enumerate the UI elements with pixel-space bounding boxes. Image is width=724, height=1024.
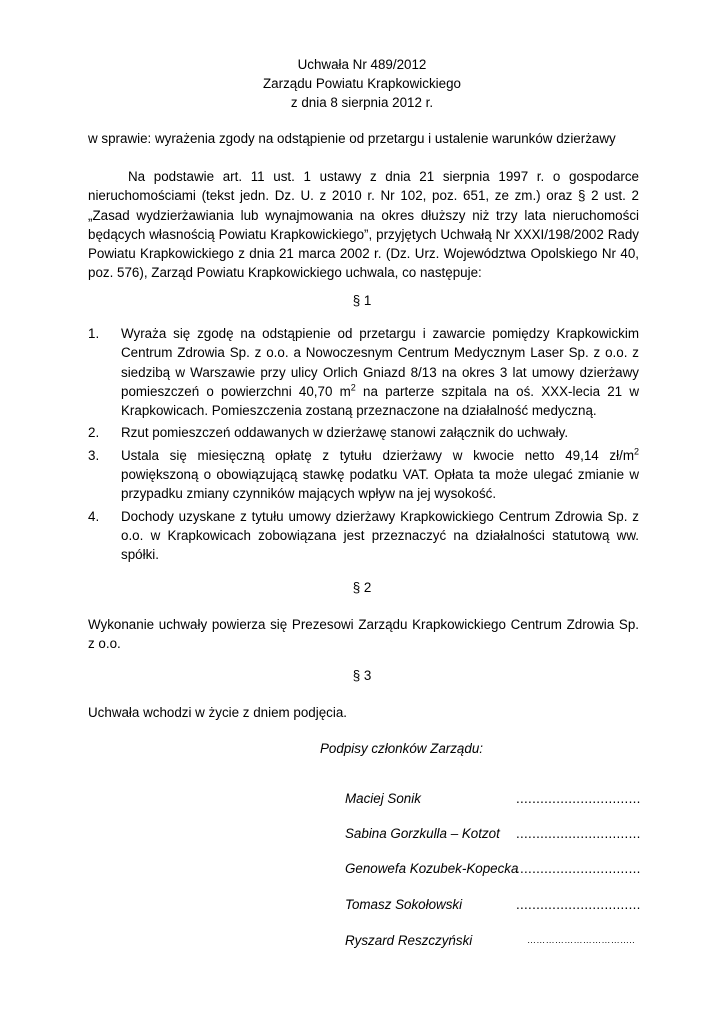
list-item-number: 4. [88, 508, 100, 524]
list-item-4 [88, 507, 639, 565]
signature-row [345, 859, 645, 879]
list-item-3 [88, 446, 639, 504]
signature-line: …………………………….. [527, 935, 635, 945]
signatory-name: Sabina Gorzkulla – Kotzot [345, 826, 500, 841]
intro-paragraph [88, 167, 639, 283]
signature-row [345, 931, 645, 951]
list-item-1 [88, 324, 639, 420]
intro-text: Na podstawie art. 11 ust. 1 ustawy z dnia 21 sierpnia 1997 r. o gospodarce nieruchomościami (tekst jedn. Dz. U. z 2010 r. Nr 102, poz. 651, ze zm.) oraz § 2 ust. 2 „Zasad wydzierżawiania lub wynajmowania na okres dłuższy niż trzy lata nieruchomości będących własnością Powiatu Krapkowickiego”, przyjętych Uchwałą Nr XXXI/198/2002 Rady Powiatu Krapkowickiego z dnia 21 marca 2002 r. (Dz. Urz. Województwa Opolskiego Nr 40, poz. 576), Zarząd Powiatu Krapkowickiego uchwala, co następuje: [88, 169, 639, 281]
issuing-body: Zarządu Powiatu Krapkowickiego [263, 76, 461, 91]
section-3-text: Uchwała wchodzi w życie z dniem podjęcia. [88, 705, 347, 720]
signatory-name: Maciej Sonik [345, 791, 421, 806]
signature-line: ............................... [516, 791, 641, 806]
superscript: 2 [633, 446, 639, 457]
signatory-name: Genowefa Kozubek-Kopecka [345, 861, 519, 876]
section-2-text: Wykonanie uchwały powierza się Prezesowi Zarządu Krapkowickiego Centrum Zdrowia Sp. z o.o. [88, 617, 639, 652]
list-item-text-cont: powiększoną o obowiązującą stawkę podatku VAT. Opłata ta może ulegać zmianie w przypadku zmiany czynników mających wpływ na jej wysokość. [121, 467, 639, 502]
document-header [0, 55, 724, 112]
section-3-mark: § 3 [352, 668, 372, 683]
signature-line: ............................... [516, 826, 641, 841]
signature-line: ............................... [516, 897, 641, 912]
list-item-number: 3. [88, 447, 100, 463]
list-item-number: 1. [88, 326, 100, 341]
section-2-mark: § 2 [352, 580, 372, 595]
signatures-title: Podpisy członków Zarządu: [320, 741, 483, 756]
section-1-mark: § 1 [352, 293, 372, 308]
section-1-list [88, 324, 639, 568]
signatory-name: Tomasz Sokołowski [345, 897, 463, 912]
superscript: 2 [350, 382, 356, 393]
signature-line: ............................... [516, 861, 641, 876]
resolution-date: z dnia 8 sierpnia 2012 r. [290, 95, 434, 110]
resolution-subject: w sprawie: wyrażenia zgody na odstąpienie od przetargu i ustalenie warunków dzierżawy [88, 131, 616, 146]
list-item-2 [88, 423, 639, 442]
list-item-text: Dochody uzyskane z tytułu umowy dzierżawy Krapkowickiego Centrum Zdrowia Sp. z o.o. w Krapkowicach zobowiązana jest przeznaczyć na działalności statutową ww. spółki. [121, 508, 639, 563]
signature-row [345, 824, 645, 844]
resolution-number: Uchwała Nr 489/2012 [297, 57, 427, 72]
list-item-text: Rzut pomieszczeń oddawanych w dzierżawę stanowi załącznik do uchwały. [121, 425, 569, 441]
signature-row [345, 895, 645, 915]
list-item-text: Wyraża się zgodę na odstąpienie od przetargu i zawarcie pomiędzy Krapkowickim Centrum Zdrowia Sp. z o.o. a Nowoczesnym Centrum Medycznym Laser Sp. z o.o. z siedzibą w Warszawie przy ulicy Orlich Gniazd 8/13 na okres 3 lat umowy dzierżawy pomieszczeń o powierzchni 40,70 m [121, 326, 639, 399]
signature-row [345, 789, 645, 809]
list-item-text-cont: na parterze szpitala na oś. XXX-lecia 21 w Krapkowicach. Pomieszczenia zostaną przeznaczone na działalność medyczną. [121, 383, 639, 419]
list-item-text: Ustala się miesięczną opłatę z tytułu dzierżawy w kwocie netto 49,14 zł/m [121, 447, 634, 463]
signatory-name: Ryszard Reszczyński [345, 933, 473, 948]
list-item-number: 2. [88, 425, 100, 441]
